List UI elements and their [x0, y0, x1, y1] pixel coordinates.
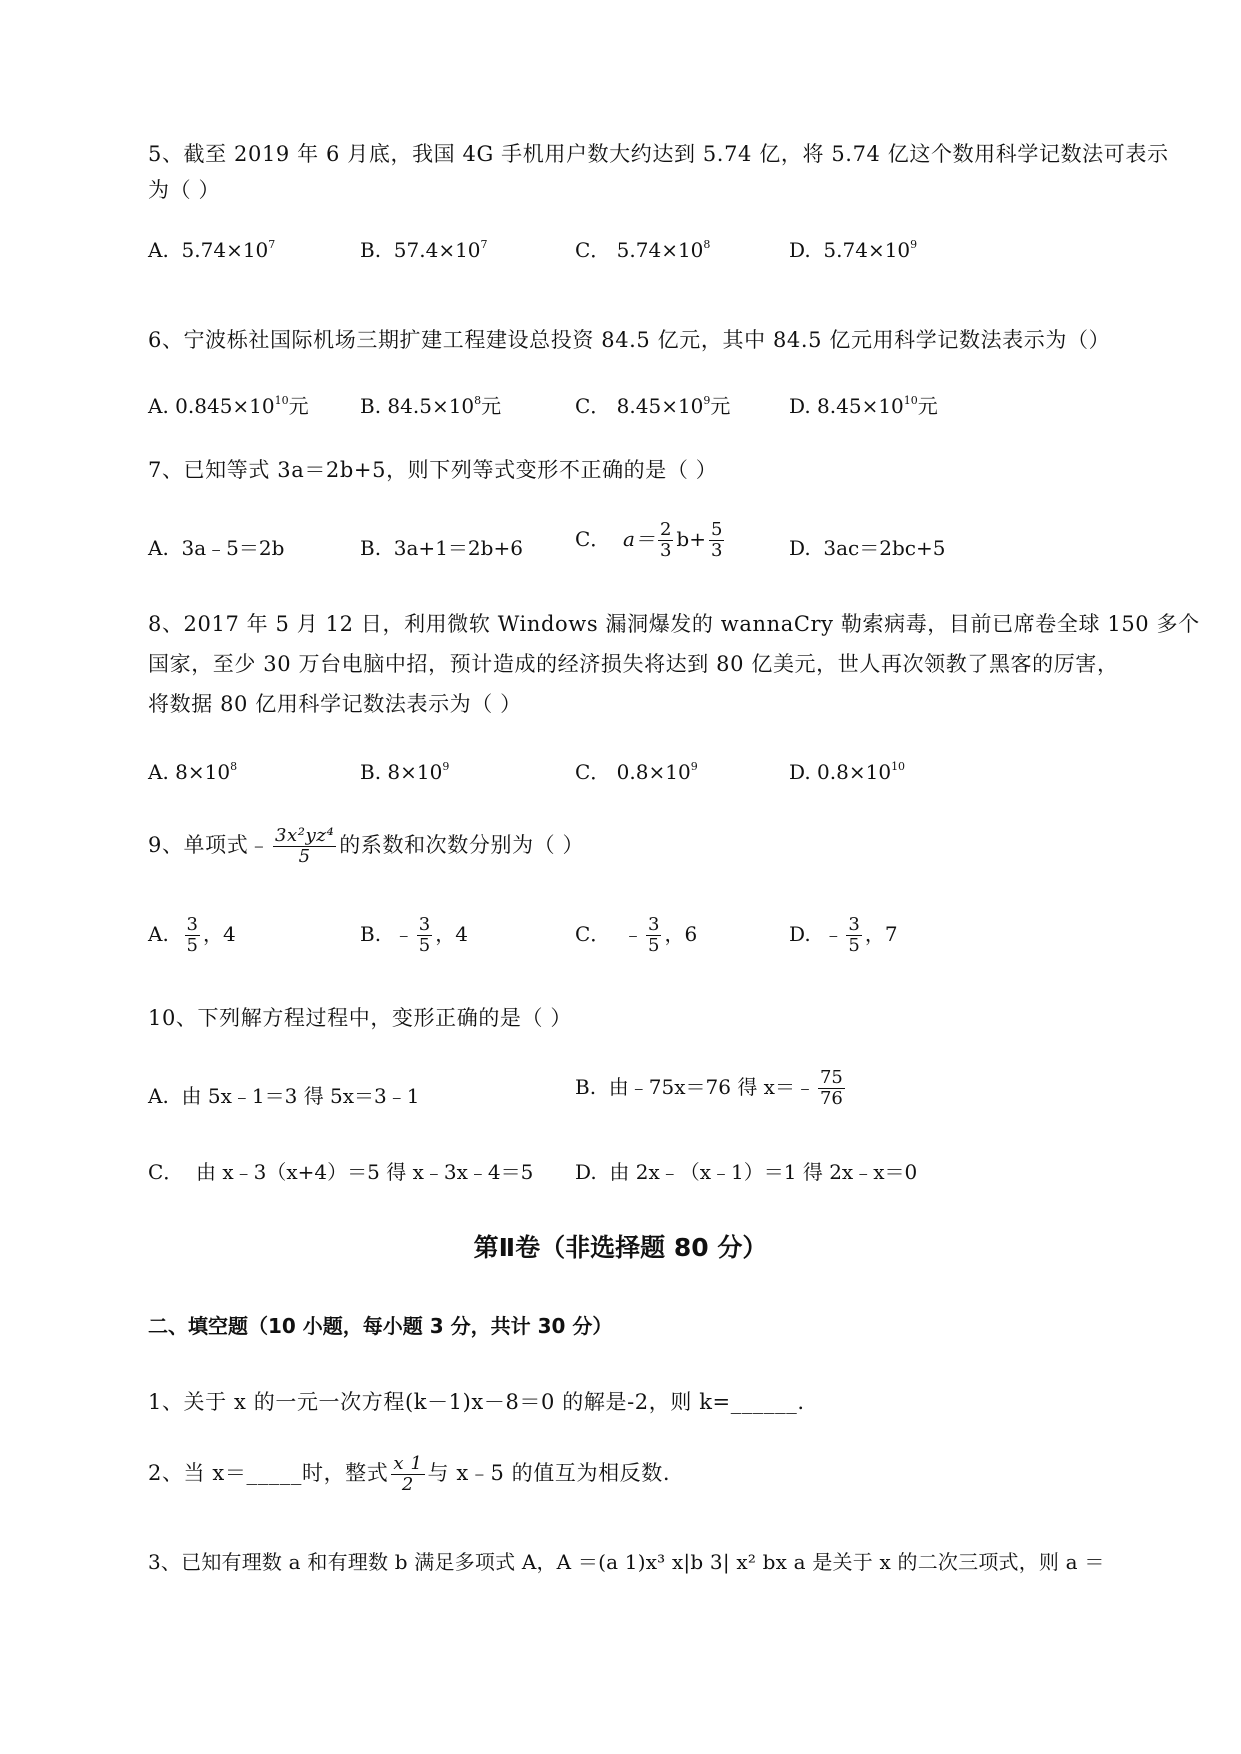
q8-option-c[interactable] — [575, 758, 698, 786]
option-base: 5.74×10 — [181, 238, 269, 262]
option-base: 5.74×10 — [823, 238, 911, 262]
option-degree: ，4 — [202, 922, 236, 946]
option-label: B. — [360, 922, 382, 946]
fraction-denominator: 5 — [186, 935, 198, 956]
fraction — [818, 1068, 845, 1109]
option-label: A. — [148, 922, 169, 946]
q6-option-b[interactable] — [360, 392, 501, 420]
option-text: 3a﹣5＝2b — [181, 536, 285, 560]
q7-option-b[interactable] — [360, 534, 523, 562]
option-label: A. — [148, 536, 169, 560]
q9-stem — [148, 826, 584, 867]
option-label: C． — [575, 922, 611, 946]
fraction — [846, 915, 861, 956]
q9-option-c[interactable] — [575, 915, 697, 956]
option-label: D. — [789, 238, 811, 262]
fraction-numerator: 3 — [848, 914, 860, 935]
fraction-numerator: 3 — [418, 914, 431, 935]
q7-option-d[interactable] — [789, 534, 945, 562]
q5-option-a[interactable] — [148, 236, 275, 264]
option-sign: ﹣ — [393, 922, 414, 946]
option-exponent: 10 — [274, 394, 289, 407]
option-exponent: 8 — [703, 238, 711, 251]
option-base: 0.8×10 — [616, 760, 691, 784]
option-text: 由 2x﹣（x﹣1）＝1 得 2x﹣x＝0 — [609, 1160, 918, 1184]
fraction-denominator: 2 — [401, 1474, 414, 1495]
fraction — [417, 915, 432, 956]
option-exponent: 7 — [480, 238, 488, 251]
q5-option-b[interactable] — [360, 236, 488, 264]
option-sign: ﹣ — [823, 922, 844, 946]
option-label: B. — [360, 238, 382, 262]
fraction — [646, 915, 661, 956]
option-exponent: 9 — [703, 394, 711, 407]
fraction-numerator: 3 — [186, 914, 198, 935]
q10-option-b[interactable] — [575, 1068, 848, 1109]
fraction-denominator: 76 — [819, 1088, 843, 1109]
option-label: D. — [789, 760, 811, 784]
q9-option-a[interactable] — [148, 915, 236, 956]
option-label: B. — [360, 394, 382, 418]
option-degree: ，7 — [864, 922, 898, 946]
part-title: 二、填空题（10 小题，每小题 3 分，共计 30 分） — [148, 1314, 613, 1338]
fill-q2-fraction — [391, 1454, 424, 1495]
option-label: B. — [575, 1075, 597, 1099]
option-label: A. — [148, 238, 169, 262]
option-base: 8.45×10 — [616, 394, 704, 418]
fraction-numerator: 3x²yz⁴ — [274, 825, 335, 846]
fraction-numerator: 2 — [659, 519, 672, 540]
option-label: B. — [360, 760, 382, 784]
option-label: C． — [575, 527, 611, 551]
q5-stem-line2: 为（ ） — [148, 178, 221, 202]
fraction-denominator: 5 — [648, 935, 660, 956]
q8-stem-line2: 国家，至少 30 万台电脑中招，预计造成的经济损失将达到 80 亿美元，世人再次领教了黑客的厉害， — [148, 652, 1119, 676]
option-unit: 元 — [481, 394, 502, 418]
option-label: D. — [789, 394, 811, 418]
fraction-numerator: 5 — [710, 519, 723, 540]
q5-option-c[interactable] — [575, 236, 710, 264]
fraction-numerator: 75 — [819, 1067, 843, 1088]
q8-stem-line3: 将数据 80 亿用科学记数法表示为（ ） — [148, 692, 522, 716]
option-label: B. — [360, 536, 382, 560]
fill-q2 — [148, 1454, 670, 1495]
option-exponent: 8 — [230, 760, 238, 773]
q10-option-d[interactable] — [575, 1158, 917, 1186]
option-base: 5.74×10 — [616, 238, 704, 262]
option-base: 57.4×10 — [393, 238, 481, 262]
fraction-denominator: 5 — [418, 935, 431, 956]
option-text: 由 x﹣3（x+4）＝5 得 x﹣3x﹣4＝5 — [196, 1160, 534, 1184]
option-label: C． — [575, 760, 611, 784]
option-text: 3ac＝2bc+5 — [823, 536, 946, 560]
option-label: C． — [148, 1160, 184, 1184]
option-exponent: 10 — [891, 760, 906, 773]
q10-option-c[interactable] — [148, 1158, 533, 1186]
q8-option-b[interactable] — [360, 758, 449, 786]
option-unit: 元 — [710, 394, 731, 418]
q9-stem-pre: 9、单项式﹣ — [148, 833, 270, 857]
fraction-numerator: x 1 — [393, 1453, 423, 1474]
option-sign: ﹣ — [623, 922, 644, 946]
q8-stem-line1: 8、2017 年 5 月 12 日，利用微软 Windows 漏洞爆发的 wannaCry 勒索病毒，目前已席卷全球 150 多个 — [148, 612, 1200, 636]
q9-monomial-fraction — [273, 826, 336, 867]
option-base: 0.8×10 — [817, 760, 892, 784]
fraction — [709, 520, 724, 561]
option-label: C． — [575, 394, 611, 418]
option-text: 3a+1＝2b+6 — [393, 536, 523, 560]
q7-option-a[interactable] — [148, 534, 284, 562]
q6-stem: 6、宁波栎社国际机场三期扩建工程建设总投资 84.5 亿元，其中 84.5 亿元用科学记数法表示为（） — [148, 328, 1111, 352]
q9-stem-post: 的系数和次数分别为（ ） — [339, 833, 585, 857]
option-exponent: 7 — [268, 238, 276, 251]
option-degree: ，4 — [435, 922, 468, 946]
option-base: 8×10 — [387, 760, 443, 784]
option-base: 8×10 — [175, 760, 231, 784]
fraction-denominator: 3 — [710, 540, 723, 561]
q9-option-b[interactable] — [360, 915, 468, 956]
option-base: 8.45×10 — [817, 394, 904, 418]
option-text: b+ — [676, 527, 706, 551]
option-base: 0.845×10 — [175, 394, 275, 418]
q8-option-d[interactable] — [789, 758, 905, 786]
option-exponent: 10 — [903, 394, 918, 407]
q6-option-c[interactable] — [575, 392, 730, 420]
q6-option-d[interactable] — [789, 392, 938, 420]
fraction-denominator: 3 — [659, 540, 672, 561]
option-label: A. — [148, 1084, 169, 1108]
fill-q2-pre: 2、当 x＝_____时，整式 — [148, 1461, 389, 1485]
q5-stem-line1: 5、截至 2019 年 6 月底，我国 4G 手机用户数大约达到 5.74 亿，将 5.74 亿这个数用科学记数法可表示 — [148, 142, 1169, 166]
option-unit: 元 — [917, 394, 938, 418]
q7-option-c[interactable] — [575, 520, 727, 561]
fill-q1: 1、关于 x 的一元一次方程(k－1)x－8＝0 的解是-2，则 k=______. — [148, 1390, 805, 1414]
option-label: D. — [789, 922, 811, 946]
option-label: A. — [148, 394, 169, 418]
option-label: A. — [148, 760, 169, 784]
fraction — [185, 915, 200, 956]
option-exponent: 8 — [474, 394, 482, 407]
q9-option-d[interactable] — [789, 915, 898, 956]
section-title: 第Ⅱ卷（非选择题 80 分） — [473, 1233, 768, 1262]
option-text: a＝ — [623, 527, 655, 551]
option-exponent: 9 — [442, 760, 450, 773]
q6-option-a[interactable] — [148, 392, 309, 420]
fill-q3: 3、已知有理数 a 和有理数 b 满足多项式 A，A ＝(a 1)x³ x|b 3| x² bx a 是关于 x 的二次三项式，则 a ＝ — [148, 1550, 1105, 1574]
option-label: C． — [575, 238, 611, 262]
q5-option-d[interactable] — [789, 236, 917, 264]
q10-option-a[interactable] — [148, 1082, 420, 1110]
option-exponent: 9 — [690, 760, 698, 773]
option-text: 由﹣75x＝76 得 x＝﹣ — [608, 1075, 815, 1099]
option-label: D. — [575, 1160, 597, 1184]
fraction-numerator: 3 — [648, 914, 660, 935]
fill-q2-post: 与 x﹣5 的值互为相反数. — [427, 1461, 671, 1485]
q7-stem: 7、已知等式 3a＝2b+5，则下列等式变形不正确的是（ ） — [148, 458, 718, 482]
option-text: 由 5x﹣1＝3 得 5x＝3﹣1 — [181, 1084, 420, 1108]
option-label: D. — [789, 536, 811, 560]
option-unit: 元 — [288, 394, 309, 418]
option-base: 84.5×10 — [387, 394, 475, 418]
option-exponent: 9 — [910, 238, 918, 251]
fraction-denominator: 5 — [298, 846, 311, 867]
q10-stem: 10、下列解方程过程中，变形正确的是（ ） — [148, 1006, 572, 1030]
option-degree: ，6 — [664, 922, 698, 946]
fraction — [658, 520, 673, 561]
fraction-denominator: 5 — [848, 935, 860, 956]
q8-option-a[interactable] — [148, 758, 237, 786]
